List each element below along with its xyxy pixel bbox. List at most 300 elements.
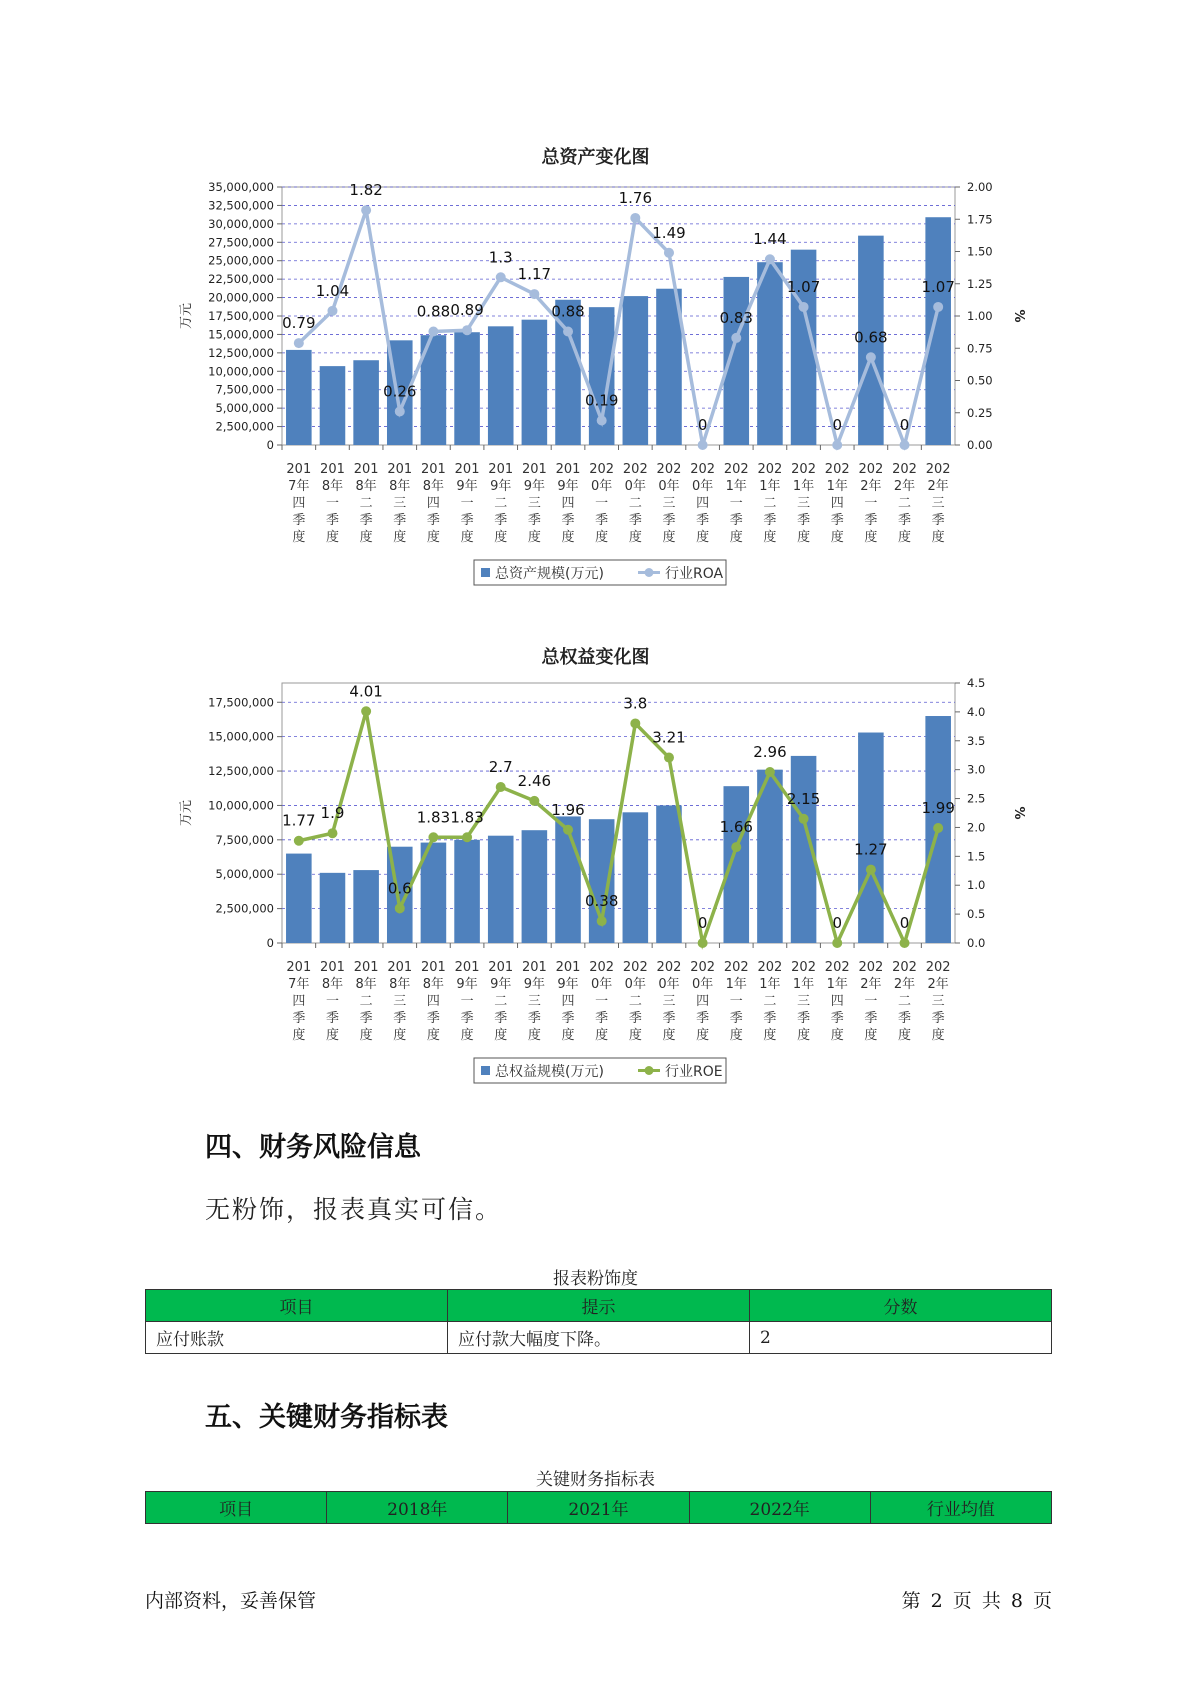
x-tick-label: 201 (555, 462, 581, 477)
x-tick-label: 2年 (893, 479, 916, 494)
x-tick-label: 二 (763, 994, 777, 1009)
x-tick-label: 9年 (557, 977, 579, 992)
x-tick-label: 202 (791, 960, 816, 975)
data-label: 1.3 (488, 248, 513, 267)
x-tick-label: 度 (426, 530, 440, 545)
line-point (563, 825, 573, 835)
x-tick-label: 201 (387, 960, 413, 975)
data-label: 0 (899, 914, 910, 932)
x-tick-label: 202 (723, 462, 749, 477)
x-tick-label: 一 (864, 496, 878, 511)
x-tick-label: 202 (757, 462, 783, 477)
x-tick-label: 季 (628, 1011, 642, 1026)
line-point (361, 706, 371, 716)
x-tick-label: 二 (628, 994, 642, 1009)
x-tick-label: 三 (393, 496, 407, 511)
y2-tick-label: 0.0 (967, 936, 986, 950)
x-tick-label: 四 (292, 994, 306, 1009)
y-tick-label: 5,000,000 (215, 401, 274, 416)
x-tick-label: 9年 (557, 479, 579, 494)
x-tick-label: 季 (393, 513, 407, 528)
y-tick-label: 32,500,000 (208, 198, 274, 213)
table-header: 提示 (448, 1290, 750, 1322)
x-tick-label: 201 (488, 462, 514, 477)
line-point (597, 916, 607, 926)
data-label: 0 (832, 416, 842, 434)
legend-line-label: 行业ROA (665, 566, 724, 582)
data-label: 3.8 (623, 694, 648, 713)
x-tick-label: 202 (858, 960, 884, 975)
x-tick-label: 0年 (691, 479, 714, 494)
legend-line-label: 行业ROE (665, 1064, 723, 1080)
y-axis-title: 万元 (179, 799, 194, 827)
bar (555, 816, 581, 943)
x-tick-label: 201 (387, 462, 413, 477)
x-tick-label: 度 (729, 530, 743, 545)
x-tick-label: 二 (898, 994, 912, 1009)
x-tick-label: 三 (931, 496, 945, 511)
data-label: 2.46 (517, 771, 552, 790)
x-tick-label: 季 (797, 1011, 811, 1026)
y-tick-label: 2,500,000 (215, 901, 274, 916)
data-label: 0.26 (383, 382, 417, 401)
y2-tick-label: 0.5 (967, 907, 986, 922)
x-tick-label: 201 (353, 960, 379, 975)
y-tick-label: 0 (266, 936, 274, 950)
line-point (900, 938, 910, 948)
data-label: 0.79 (282, 314, 316, 333)
y-tick-label: 15,000,000 (208, 729, 274, 744)
x-tick-label: 季 (763, 1011, 777, 1026)
x-tick-label: 9年 (523, 479, 546, 494)
x-tick-label: 1年 (759, 479, 781, 494)
x-tick-label: 2年 (860, 479, 882, 494)
x-tick-label: 度 (595, 530, 609, 545)
y2-tick-label: 4.0 (967, 704, 986, 719)
y2-tick-label: 1.25 (967, 276, 993, 291)
data-label: 1.96 (551, 800, 585, 819)
data-label: 0.83 (719, 308, 753, 327)
x-tick-label: 度 (527, 1028, 541, 1043)
x-tick-label: 度 (763, 1028, 777, 1043)
x-tick-label: 度 (797, 530, 811, 545)
x-tick-label: 三 (527, 994, 541, 1009)
x-tick-label: 度 (864, 1028, 878, 1043)
x-tick-label: 201 (454, 960, 480, 975)
x-tick-label: 季 (460, 513, 474, 528)
x-tick-label: 202 (690, 960, 716, 975)
table-row (146, 1322, 1052, 1354)
bar (656, 805, 682, 943)
y-tick-label: 12,500,000 (208, 764, 274, 779)
x-tick-label: 三 (662, 994, 676, 1009)
line-point (428, 832, 438, 842)
x-tick-label: 0年 (691, 977, 714, 992)
x-tick-label: 一 (729, 496, 743, 511)
x-tick-label: 二 (359, 994, 373, 1009)
legend-bar-label: 总权益规模(万元) (495, 1064, 604, 1080)
x-tick-label: 季 (595, 1011, 609, 1026)
x-tick-label: 季 (864, 1011, 878, 1026)
line-point (866, 865, 876, 875)
y2-tick-label: 3.0 (967, 762, 986, 777)
x-tick-label: 9年 (456, 977, 478, 992)
x-tick-label: 度 (561, 530, 575, 545)
y-tick-label: 30,000,000 (208, 216, 274, 231)
data-label: 1.44 (753, 230, 787, 249)
x-tick-label: 四 (561, 496, 575, 511)
bar (488, 836, 514, 943)
data-label: 1.27 (854, 840, 888, 859)
line-point (462, 832, 472, 842)
data-label: 0.68 (854, 328, 888, 347)
data-label: 1.66 (719, 818, 753, 837)
x-tick-label: 度 (797, 1028, 811, 1043)
x-tick-label: 202 (589, 462, 615, 477)
whitewash-table (145, 1289, 1052, 1354)
x-tick-label: 三 (797, 496, 811, 511)
line-point (630, 718, 640, 728)
x-tick-label: 9年 (490, 977, 512, 992)
x-tick-label: 二 (494, 994, 508, 1009)
y2-tick-label: 0.75 (967, 341, 993, 356)
data-label: 0.6 (387, 879, 412, 898)
x-tick-label: 202 (892, 960, 917, 975)
x-tick-label: 季 (662, 1011, 676, 1026)
x-tick-label: 202 (892, 462, 917, 477)
y2-tick-label: 0.25 (967, 405, 993, 420)
x-tick-label: 一 (864, 994, 878, 1009)
legend-bar-swatch (481, 1066, 490, 1075)
x-tick-label: 季 (595, 513, 609, 528)
x-tick-label: 季 (426, 513, 440, 528)
data-label: 2.7 (488, 758, 513, 776)
x-tick-label: 201 (286, 462, 312, 477)
y2-tick-label: 1.5 (967, 849, 986, 864)
x-tick-label: 季 (426, 1011, 440, 1026)
bar (320, 873, 346, 943)
x-tick-label: 度 (359, 530, 373, 545)
x-tick-label: 2年 (927, 479, 949, 494)
y2-tick-label: 2.0 (967, 820, 986, 835)
line-point (395, 903, 405, 913)
x-tick-label: 季 (931, 513, 945, 528)
footer-left: 内部资料，妥善保管 (145, 1590, 317, 1612)
y-tick-label: 0 (266, 438, 274, 452)
x-tick-label: 8年 (355, 977, 377, 992)
data-label: 0.88 (416, 302, 451, 321)
x-tick-label: 1年 (725, 479, 747, 494)
x-tick-label: 度 (393, 530, 407, 545)
x-tick-label: 季 (628, 513, 642, 528)
x-tick-label: 202 (622, 462, 648, 477)
legend-line-marker (645, 1066, 654, 1075)
x-tick-label: 季 (561, 513, 575, 528)
x-tick-label: 度 (494, 1028, 508, 1043)
x-tick-label: 202 (858, 462, 884, 477)
y-tick-label: 25,000,000 (208, 253, 274, 268)
line-point (327, 828, 337, 838)
x-tick-label: 1年 (792, 479, 815, 494)
x-tick-label: 201 (488, 960, 514, 975)
x-tick-label: 202 (791, 462, 816, 477)
x-tick-label: 9年 (523, 977, 546, 992)
x-tick-label: 202 (925, 462, 951, 477)
data-label: 0 (697, 416, 708, 434)
y2-tick-label: 1.50 (967, 244, 993, 259)
y2-tick-label: 1.0 (967, 878, 986, 893)
y-tick-label: 5,000,000 (215, 867, 274, 882)
y-tick-label: 2,500,000 (215, 419, 274, 434)
x-tick-label: 201 (454, 462, 480, 477)
y-tick-label: 22,500,000 (208, 272, 274, 287)
data-label: 0.38 (584, 892, 619, 911)
x-tick-label: 201 (521, 462, 547, 477)
x-tick-label: 二 (628, 496, 642, 511)
table-header: 2021年 (508, 1492, 689, 1524)
y-tick-label: 17,500,000 (208, 695, 274, 710)
x-tick-label: 度 (393, 1028, 407, 1043)
x-tick-label: 0年 (658, 977, 680, 992)
x-tick-label: 一 (595, 994, 609, 1009)
x-tick-label: 2年 (860, 977, 882, 992)
x-tick-label: 季 (864, 513, 878, 528)
y-tick-label: 7,500,000 (215, 832, 274, 847)
x-tick-label: 季 (494, 513, 508, 528)
section4-text: 无粉饰，报表真实可信。 (205, 1195, 503, 1224)
y-tick-label: 7,500,000 (215, 382, 274, 397)
x-tick-label: 度 (292, 530, 306, 545)
line-point (294, 836, 304, 846)
x-tick-label: 季 (494, 1011, 508, 1026)
x-tick-label: 度 (931, 530, 945, 545)
x-tick-label: 四 (696, 496, 710, 511)
x-tick-label: 度 (628, 1028, 642, 1043)
x-tick-label: 201 (421, 462, 446, 477)
table-header: 项目 (146, 1492, 327, 1524)
x-tick-label: 8年 (422, 977, 445, 992)
x-tick-label: 度 (662, 1028, 676, 1043)
table-cell: 2 (750, 1322, 1052, 1354)
x-tick-label: 度 (527, 530, 541, 545)
x-tick-label: 度 (460, 530, 474, 545)
data-label: 1.83 (450, 808, 484, 827)
x-tick-label: 季 (830, 1011, 844, 1026)
y2-tick-label: 2.00 (967, 180, 993, 194)
key-indicators-table (145, 1491, 1052, 1524)
x-tick-label: 度 (696, 530, 710, 545)
bar (454, 840, 480, 943)
bar (858, 733, 884, 943)
y2-tick-label: 2.5 (967, 791, 986, 806)
x-tick-label: 度 (864, 530, 878, 545)
table-header: 分数 (750, 1290, 1052, 1322)
x-tick-label: 一 (325, 496, 339, 511)
data-label: 2.15 (786, 789, 821, 808)
data-label: 3.21 (652, 728, 686, 747)
line-point (799, 814, 809, 824)
x-tick-label: 季 (292, 1011, 306, 1026)
table-header: 2018年 (327, 1492, 508, 1524)
x-tick-label: 8年 (355, 479, 377, 494)
section4-heading: 四、财务风险信息 (205, 1132, 421, 1163)
x-tick-label: 度 (729, 1028, 743, 1043)
x-tick-label: 季 (696, 513, 710, 528)
x-tick-label: 四 (830, 496, 844, 511)
data-label: 1.82 (349, 181, 383, 200)
x-tick-label: 度 (460, 1028, 474, 1043)
x-tick-label: 一 (729, 994, 743, 1009)
x-tick-label: 季 (325, 1011, 339, 1026)
x-tick-label: 1年 (792, 977, 815, 992)
x-tick-label: 度 (898, 1028, 912, 1043)
table-cell: 应付账款 (146, 1322, 448, 1354)
x-tick-label: 四 (561, 994, 575, 1009)
x-tick-label: 8年 (389, 479, 411, 494)
data-label: 0.19 (584, 391, 619, 410)
x-tick-label: 度 (830, 530, 844, 545)
x-tick-label: 201 (521, 960, 547, 975)
y2-axis-title: % (1011, 806, 1026, 820)
data-label: 4.01 (349, 682, 383, 701)
x-tick-label: 0年 (624, 977, 646, 992)
x-tick-label: 季 (797, 513, 811, 528)
x-tick-label: 季 (696, 1011, 710, 1026)
x-tick-label: 202 (622, 960, 648, 975)
x-tick-label: 201 (555, 960, 581, 975)
x-tick-label: 度 (830, 1028, 844, 1043)
bar (522, 830, 548, 943)
x-tick-label: 度 (595, 1028, 609, 1043)
y2-tick-label: 4.5 (967, 676, 986, 690)
x-tick-label: 8年 (422, 479, 445, 494)
x-tick-label: 三 (797, 994, 811, 1009)
y-tick-label: 12,500,000 (208, 345, 274, 360)
bar (353, 870, 379, 943)
x-tick-label: 季 (830, 513, 844, 528)
y-tick-label: 35,000,000 (208, 180, 274, 194)
x-tick-label: 1年 (826, 479, 848, 494)
x-tick-label: 四 (696, 994, 710, 1009)
y-tick-label: 15,000,000 (208, 327, 274, 342)
data-label: 1.99 (921, 799, 955, 818)
x-tick-label: 202 (824, 960, 850, 975)
bar (623, 812, 649, 943)
data-label: 1.76 (618, 188, 653, 207)
x-tick-label: 1年 (826, 977, 848, 992)
x-tick-label: 度 (292, 1028, 306, 1043)
data-label: 0 (697, 914, 708, 932)
x-tick-label: 7年 (288, 479, 310, 494)
line-point (731, 842, 741, 852)
x-tick-label: 季 (561, 1011, 575, 1026)
x-tick-label: 2年 (927, 977, 949, 992)
x-tick-label: 202 (757, 960, 783, 975)
x-tick-label: 8年 (321, 977, 344, 992)
line-point (496, 782, 506, 792)
line-point (832, 938, 842, 948)
x-tick-label: 季 (359, 513, 373, 528)
data-label: 1.49 (652, 223, 686, 242)
x-tick-label: 四 (292, 496, 306, 511)
table-cell: 应付款大幅度下降。 (448, 1322, 750, 1354)
x-tick-label: 季 (393, 1011, 407, 1026)
x-tick-label: 202 (925, 960, 951, 975)
x-tick-label: 度 (628, 530, 642, 545)
data-label: 1.83 (416, 808, 451, 827)
bar (286, 854, 312, 943)
x-tick-label: 201 (421, 960, 446, 975)
x-tick-label: 度 (696, 1028, 710, 1043)
x-tick-label: 四 (426, 496, 440, 511)
x-tick-label: 1年 (759, 977, 781, 992)
x-tick-label: 0年 (591, 977, 613, 992)
y-tick-label: 10,000,000 (208, 798, 274, 813)
data-label: 1.77 (282, 811, 316, 830)
x-tick-label: 季 (325, 513, 339, 528)
x-tick-label: 201 (353, 462, 379, 477)
y-tick-label: 10,000,000 (208, 364, 274, 379)
line-point (529, 796, 539, 806)
x-tick-label: 202 (824, 462, 850, 477)
x-tick-label: 季 (931, 1011, 945, 1026)
y-tick-label: 27,500,000 (208, 235, 274, 250)
x-tick-label: 三 (393, 994, 407, 1009)
x-tick-label: 201 (320, 462, 345, 477)
line-point (664, 753, 674, 763)
x-tick-label: 三 (931, 994, 945, 1009)
x-tick-label: 7年 (288, 977, 310, 992)
x-tick-label: 202 (589, 960, 615, 975)
x-tick-label: 202 (656, 462, 682, 477)
x-tick-label: 201 (286, 960, 312, 975)
x-tick-label: 季 (527, 1011, 541, 1026)
x-tick-label: 0年 (624, 479, 646, 494)
y2-tick-label: 0.00 (967, 438, 993, 452)
x-tick-label: 一 (595, 496, 609, 511)
data-label: 1.17 (517, 265, 552, 284)
y-axis-title: 万元 (179, 302, 194, 330)
x-tick-label: 季 (292, 513, 306, 528)
x-tick-label: 季 (460, 1011, 474, 1026)
x-tick-label: 201 (320, 960, 345, 975)
line-point (698, 938, 708, 948)
x-tick-label: 度 (662, 530, 676, 545)
x-tick-label: 一 (460, 994, 474, 1009)
x-tick-label: 三 (527, 496, 541, 511)
x-tick-label: 季 (763, 513, 777, 528)
x-tick-label: 9年 (490, 479, 512, 494)
x-tick-label: 1年 (725, 977, 747, 992)
x-tick-label: 度 (898, 530, 912, 545)
x-tick-label: 二 (763, 496, 777, 511)
x-tick-label: 二 (359, 496, 373, 511)
x-tick-label: 9年 (456, 479, 478, 494)
data-label: 0.89 (450, 301, 484, 320)
data-label: 2.96 (753, 742, 787, 761)
x-tick-label: 季 (729, 513, 743, 528)
x-tick-label: 度 (561, 1028, 575, 1043)
line-point (933, 823, 943, 833)
table-header: 项目 (146, 1290, 448, 1322)
table-header: 行业均值 (870, 1492, 1051, 1524)
x-tick-label: 0年 (591, 479, 613, 494)
x-tick-label: 2年 (893, 977, 916, 992)
x-tick-label: 202 (723, 960, 749, 975)
data-label: 0.88 (551, 302, 585, 321)
y2-tick-label: 0.50 (967, 373, 993, 388)
bar (723, 786, 749, 943)
